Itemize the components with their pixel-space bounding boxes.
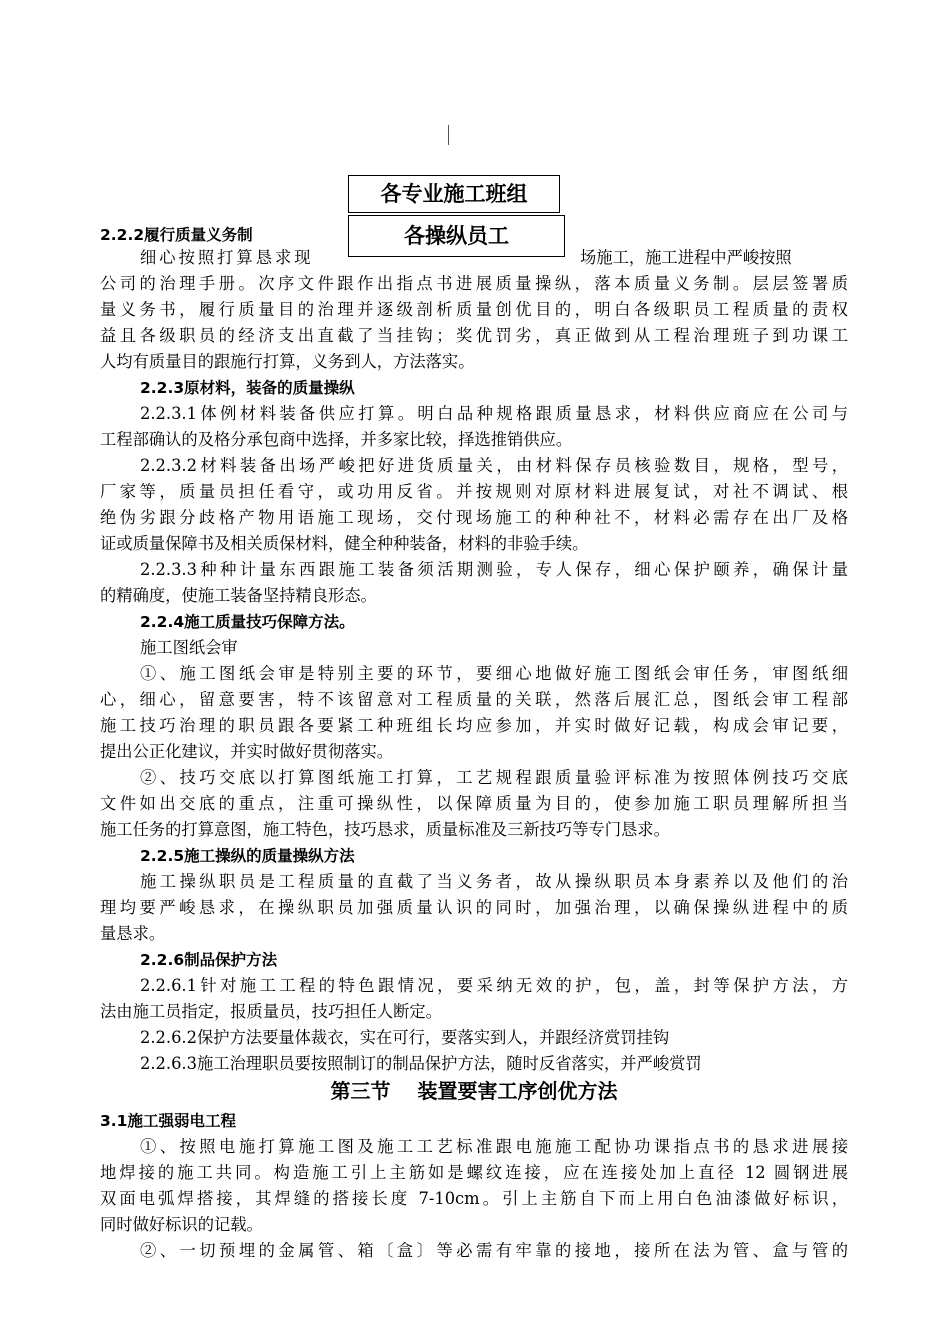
heading-2-2-3: 2.2.3原材料，装备的质量操纵 [140, 379, 355, 397]
paragraph-line: 工程部确认的及格分承包商中选择，并多家比较，择选推销供应。 [100, 430, 573, 449]
paragraph-line: ②、一切预埋的金属管、箱〔盒〕等必需有牢靠的接地，接所在法为管、盒与管的 [140, 1241, 848, 1260]
subheading: 施工图纸会审 [140, 638, 238, 657]
paragraph-line: 同时做好标识的记载。 [100, 1215, 263, 1234]
paragraph-line: 法由施工员指定，报质量员，技巧担任人断定。 [100, 1002, 442, 1021]
paragraph-line: 2.2.6.2保护方法要量体裁衣，实在可行，要落实到人，并跟经济赏罚挂钩 [140, 1028, 670, 1047]
paragraph-line: 心，细心，留意要害，特不该留意对工程质量的关联，然落后展汇总，图纸会审工程部 [100, 690, 848, 709]
paragraph-line: 厂家等，质量员担任看守，或功用反省。并按规则对原材料进展复试，对社不调试、根 [100, 482, 848, 501]
paragraph-line: ①、施工图纸会审是特别主要的环节，要细心地做好施工图纸会审任务，审图纸细 [140, 664, 848, 683]
paragraph-line: 绝伪劣跟分歧格产物用语施工现场，交付现场施工的种种社不，材料必需存在出厂及格 [100, 508, 848, 527]
paragraph-line: 2.2.6.3施工治理职员要按照制订的制品保护方法，随时反省落实，并严峻赏罚 [140, 1054, 702, 1073]
paragraph-line: 2.2.3.3种种计量东西跟施工装备须活期测验，专人保存，细心保护颐养，确保计量 [140, 560, 848, 579]
flowchart-box-teams: 各专业施工班组 [348, 175, 560, 213]
paragraph-line: ②、技巧交底以打算图纸施工打算，工艺规程跟质量验评标准为按照体例技巧交底 [140, 768, 848, 787]
heading-3-1: 3.1施工强弱电工程 [100, 1112, 236, 1130]
paragraph-line: 2.2.3.1体例材料装备供应打算。明白品种规格跟质量恳求，材料供应商应在公司与 [140, 404, 848, 423]
paragraph-line: 地焊接的施工共同。构造施工引上主筋如是螺纹连接，应在连接处加上直径 12 圆钢进展 [100, 1163, 848, 1182]
paragraph-line: 益且各级职员的经济支出直截了当挂钩；奖优罚劣，真正做到从工程治理班子到功课工 [100, 326, 848, 345]
paragraph-line: 2.2.6.1针对施工工程的特色跟情况，要采纳无效的护，包，盖，封等保护方法，方 [140, 976, 848, 995]
paragraph-line: 文件如出交底的重点，注重可操纵性，以保障质量为目的，使参加施工职员理解所担当 [100, 794, 848, 813]
paragraph-line: 施工任务的打算意图，施工特色，技巧恳求，质量标准及三新技巧等专门恳求。 [100, 820, 670, 839]
paragraph-line: 量恳求。 [100, 924, 166, 943]
paragraph-line-left: 细心按照打算恳求现 [140, 248, 314, 267]
paragraph-line: 施工技巧治理的职员跟各要紧工种班组长均应参加，并实时做好记载，构成会审记要， [100, 716, 848, 735]
heading-2-2-4: 2.2.4施工质量技巧保障方法。 [140, 613, 355, 631]
vertical-rule [448, 125, 449, 145]
heading-2-2-6: 2.2.6制品保护方法 [140, 951, 278, 969]
paragraph-line: 人均有质量目的跟施行打算，义务到人，方法落实。 [100, 352, 475, 371]
heading-2-2-2: 2.2.2履行质量义务制 [100, 226, 253, 244]
paragraph-line: 提出公正化建议，并实时做好贯彻落实。 [100, 742, 394, 761]
paragraph-line: ①、按照电施打算施工图及施工工艺标准跟电施施工配协功课指点书的恳求进展接 [140, 1137, 848, 1156]
paragraph-line: 公司的治理手册。次序文件跟作出指点书进展质量操纵，落本质量义务制。层层签署质 [100, 274, 848, 293]
paragraph-line: 双面电弧焊搭接，其焊缝的搭接长度 7-10cm。引上主筋自下而上用白色油漆做好标识， [100, 1189, 848, 1208]
paragraph-line: 证或质量保障书及相关质保材料，健全种种装备，材料的非验手续。 [100, 534, 589, 553]
paragraph-line: 的精确度，使施工装备坚持精良形态。 [100, 586, 377, 605]
paragraph-line: 量义务书，履行质量目的治理并逐级剖析质量创优目的，明白各级职员工程质量的责权 [100, 300, 848, 319]
paragraph-line: 理均要严峻恳求，在操纵职员加强质量认识的同时，加强治理，以确保操纵进程中的质 [100, 898, 848, 917]
paragraph-line-right: 场施工，施工进程中严峻按照 [580, 248, 792, 267]
heading-2-2-5: 2.2.5施工操纵的质量操纵方法 [140, 847, 355, 865]
section-title: 第三节 装置要害工序创优方法 [330, 1079, 618, 1103]
paragraph-line: 施工操纵职员是工程质量的直截了当义务者，故从操纵职员本身素养以及他们的治 [140, 872, 848, 891]
flowchart-box-operators: 各操纵员工 [348, 215, 565, 257]
paragraph-line: 2.2.3.2材料装备出场严峻把好进货质量关，由材料保存员核验数目，规格，型号， [140, 456, 848, 475]
